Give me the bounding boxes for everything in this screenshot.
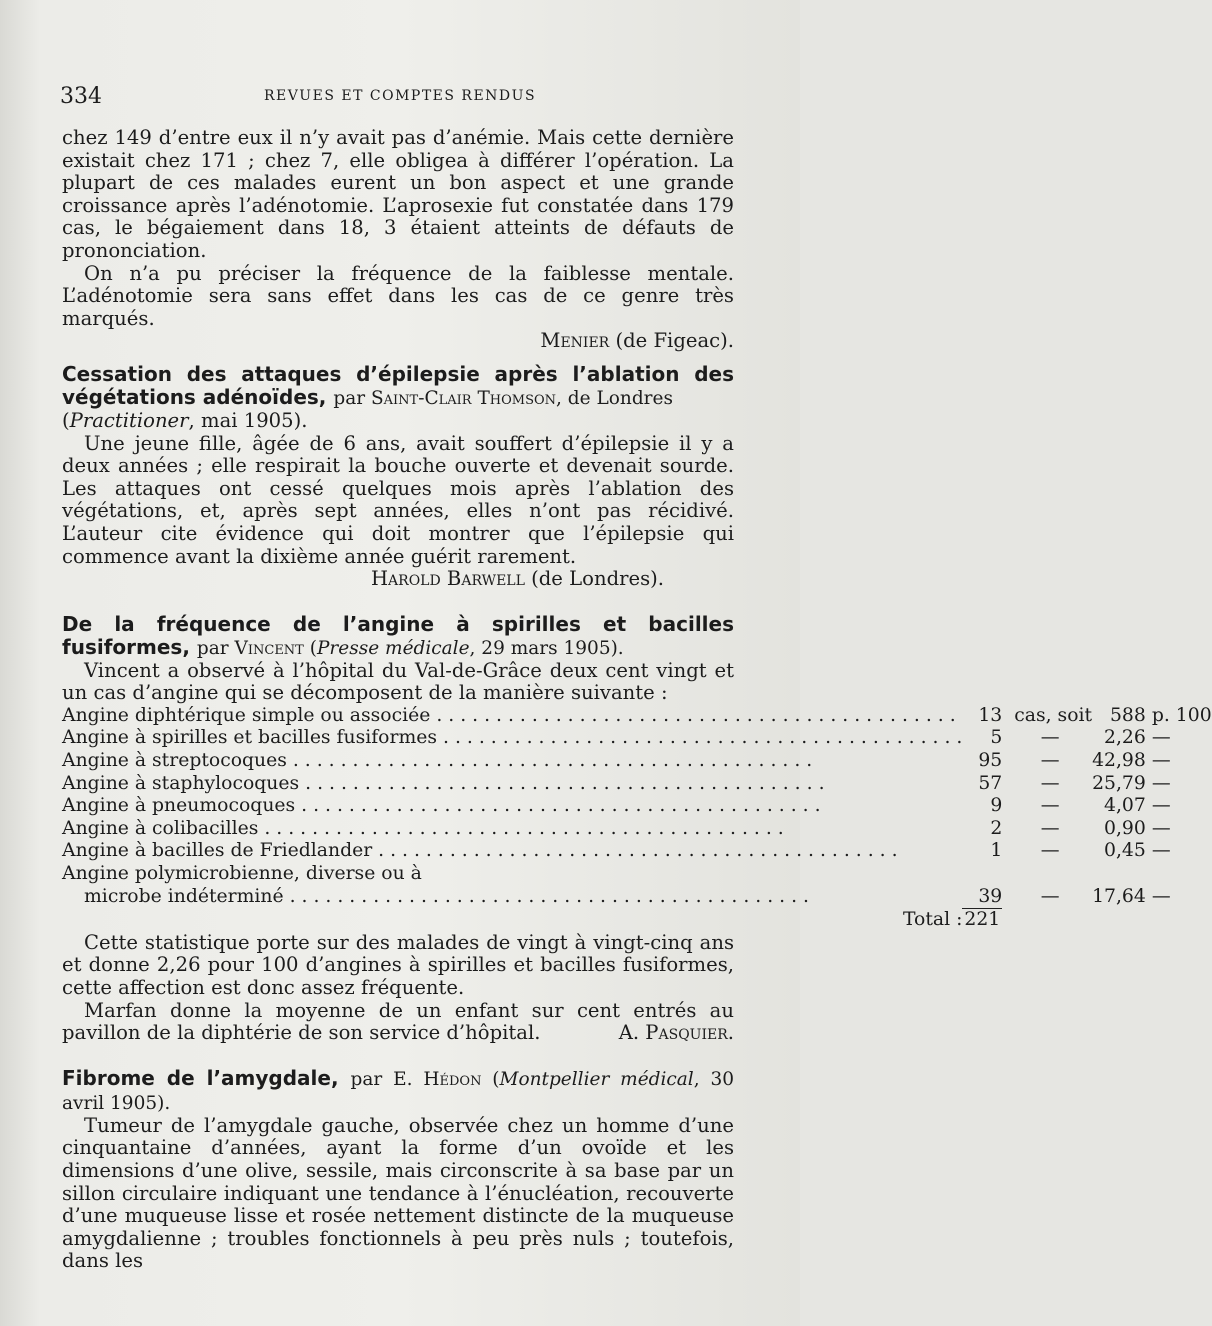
table-row [62, 727, 1212, 750]
continuation-paragraph-1: chez 149 d’entre eux il n’y avait pas d’anémie. Mais cette dernière existait chez 171 ; chez 7, elle obligea à différer l’opération. La plupart de ces malades eurent un bon aspect et une grande croissance après l’adénotomie. L’aprosexie fut constatée dans 179 cas, le bégaiement dans 18, 3 étaient atteints de défauts de prononciation. [62, 126, 734, 262]
row-unit: — [1151, 727, 1171, 749]
article-paragraph-statistique: Cette statistique porte sur des malades de vingt à vingt-cinq ans et donne 2,26 pour 100 d’angines à spirilles et bacilles fusiformes, cette affection est donc assez fréquente. [62, 930, 734, 999]
angine-statistics-table [62, 705, 1212, 932]
row-pct: 588 [1109, 704, 1146, 726]
row-unit: p. 100 [1151, 704, 1212, 726]
row-pct: 0,90 [1104, 817, 1146, 839]
table-row [62, 886, 1212, 909]
row-label [62, 727, 962, 750]
row-cases: 95 [978, 750, 1003, 772]
source-date: , 30 avril 1905). [62, 1068, 734, 1114]
article-title-fibrome [62, 1067, 734, 1115]
row-cases: 9 [990, 795, 1003, 817]
leader-dots [372, 840, 897, 861]
table-row [62, 750, 1212, 773]
running-title: REVUES ET COMPTES RENDUS [263, 88, 537, 104]
byline-par: par [333, 387, 366, 409]
row-unit: — [1151, 885, 1171, 907]
row-pct: 4,07 [1104, 795, 1146, 817]
row-unit: — [1151, 750, 1171, 772]
row-label-text: Angine à spirilles et bacilles fusiformes [62, 727, 438, 749]
source-journal: Practitioner [69, 408, 189, 432]
total-value-text: 221 [964, 909, 1001, 931]
article-byline: par Vincent (Presse médicale, 29 mars 1905). [196, 637, 624, 659]
article-body-fibrome: Tumeur de l’amygdale gauche, observée chez un homme d’une cinquantaine d’années, ayant la forme d’un ovoïde et les dimensions d’une olive, sessile, mais circonscrite à sa base par un sillon circulaire indiquant une tendance à l’énucléation, recouverte d’une muqueuse lisse et rosée nettement distincte de la muqueuse amygdalienne ; troubles fonctionnels à peu près nuls ; toutefois, dans les [62, 1113, 734, 1273]
row-mid: — [1040, 885, 1060, 907]
row-unit: — [1151, 817, 1171, 839]
leader-dots [437, 727, 962, 748]
row-pct: 42,98 [1092, 750, 1146, 772]
continuation-paragraph-2: On n’a pu préciser la fréquence de la faiblesse mentale. L’adénotomie sera sans effet dans les cas de ce genre très marqués. [62, 261, 734, 330]
signature-pasquier: A. Pasquier. [618, 1021, 734, 1045]
row-label-text: Angine à bacilles de Friedlander [62, 840, 373, 862]
row-cases: 5 [990, 727, 1003, 749]
row-label: Angine polymicrobienne, diverse ou à [62, 863, 422, 885]
leader-dots [430, 705, 955, 726]
row-mid: — [1040, 772, 1060, 794]
article-title-angine [62, 613, 734, 660]
signature-name: Menier [540, 329, 610, 353]
byline-par: par E. [350, 1068, 413, 1090]
article-body-epilepsie: Une jeune fille, âgée de 6 ans, avait souffert d’épilepsie il y a deux années ; elle respirait la bouche ouverte et devenait sourde. Les attaques ont cessé quelques mois après l’ablation des végétations, et, après sept années, elles n’ont pas récidivé. L’auteur cite évidence qui doit montrer que l’épilepsie qui commence avant la dixième année guérit rarement. [62, 431, 734, 568]
article-title-text: Cessation des attaques d’épilepsie après l’ablation des végétations adénoïdes, [62, 361, 734, 409]
source-date: , mai 1905). [188, 408, 308, 432]
row-label [62, 840, 962, 863]
leader-dots [258, 818, 783, 839]
row-pct: 0,45 [1104, 840, 1146, 862]
table-row [62, 818, 1212, 841]
author-place: , de Londres [556, 387, 673, 409]
row-cases: 39 [978, 885, 1003, 907]
row-label-text: Angine diphtérique simple ou associée [62, 704, 431, 726]
source-journal: Presse médicale [316, 637, 470, 659]
row-cases: 57 [978, 772, 1003, 794]
page-number: 334 [60, 84, 102, 109]
signature-place: (de Figeac). [615, 329, 734, 353]
row-label [62, 705, 962, 728]
row-cases: 2 [990, 817, 1003, 839]
total-value [962, 908, 1008, 932]
article-title-epilepsie [62, 363, 734, 410]
row-mid: — [1040, 840, 1060, 862]
page-header [60, 84, 740, 114]
row-label-text: Angine à streptocoques [62, 750, 287, 772]
row-label-text: Angine à pneumocoques [62, 795, 296, 817]
row-unit: — [1151, 772, 1171, 794]
byline-par: par [196, 637, 229, 659]
leader-dots [284, 886, 809, 907]
article-source: (Practitioner, mai 1905). [62, 408, 308, 432]
article-byline [333, 388, 673, 409]
leader-dots [287, 750, 812, 771]
table-row [62, 863, 1212, 886]
table-row [62, 705, 1212, 728]
row-unit: — [1151, 795, 1171, 817]
page-body [62, 126, 1212, 1273]
article-title-text: De la fréquence de l’angine à spirilles et bacilles fusiformes, [62, 611, 734, 659]
row-label [62, 773, 962, 796]
author-name: Saint-Clair Thomson [370, 387, 557, 409]
row-pct: 17,64 [1092, 885, 1146, 907]
row-mid: — [1040, 817, 1060, 839]
table-row [62, 773, 1212, 796]
row-mid: — [1040, 750, 1060, 772]
source-date: , 29 mars 1905). [469, 637, 624, 659]
row-label [62, 886, 962, 909]
row-label [62, 795, 962, 818]
total-label: Total : [902, 908, 963, 930]
author-name: Hédon [423, 1068, 482, 1090]
author-name: Vincent [234, 637, 304, 659]
total-row [62, 908, 1212, 932]
row-mid: cas, soit [1014, 704, 1093, 726]
article-paragraph-marfan [62, 1000, 734, 1045]
article-title-text: Fibrome de l’amygdale, [62, 1065, 339, 1090]
row-label-text: Angine à colibacilles [62, 817, 259, 839]
row-mid: — [1040, 727, 1060, 749]
row-pct: 25,79 [1092, 772, 1146, 794]
signature-place: (de Londres). [531, 567, 664, 591]
row-label-text: Angine à staphylocoques [62, 772, 300, 794]
signature-barwell [62, 568, 734, 591]
leader-dots [295, 795, 820, 816]
source-journal: Montpellier médical [499, 1068, 694, 1090]
row-cases: 13 [978, 704, 1003, 726]
row-cases: 1 [990, 840, 1003, 862]
article-intro-angine: Vincent a observé à l’hôpital du Val-de-Grâce deux cent vingt et un cas d’angine qui se décomposent de la manière suivante : [62, 658, 734, 705]
signature-menier [62, 330, 734, 353]
table-row [62, 795, 1212, 818]
signature-name: Harold Barwell [370, 567, 525, 591]
leader-dots [299, 773, 824, 794]
table-row [62, 840, 1212, 863]
paragraph-text: Marfan donne la moyenne de un enfant sur cent entrés au pavillon de la diphtérie de son service d’hôpital. [62, 998, 734, 1045]
row-unit: — [1151, 840, 1171, 862]
row-mid: — [1040, 795, 1060, 817]
row-pct: 2,26 [1104, 727, 1146, 749]
article-byline: par E. Hédon (Montpellier médical, 30 avril 1905). [62, 1068, 734, 1114]
row-label [62, 750, 962, 773]
row-label [62, 818, 962, 841]
row-label-text: microbe indéterminé [84, 885, 284, 907]
